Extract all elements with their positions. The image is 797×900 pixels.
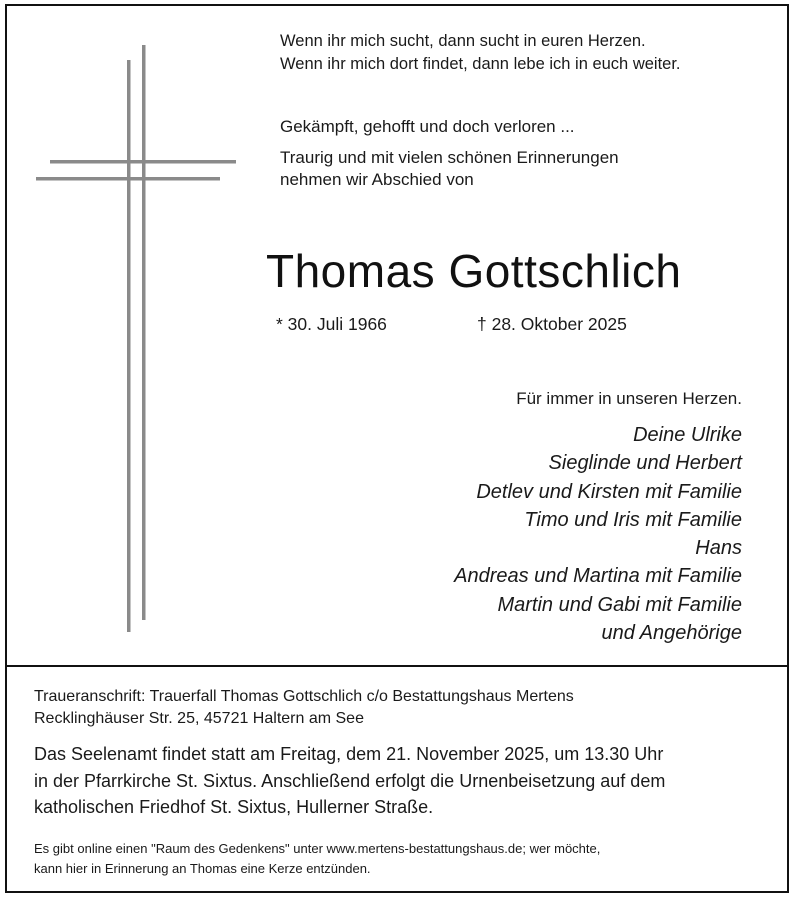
service-line: Das Seelenamt findet statt am Freitag, dem 21. November 2025, um 13.30 Uhr xyxy=(34,744,664,764)
intro-line: Traurig und mit vielen schönen Erinnerungen xyxy=(280,147,619,167)
poem-line: Wenn ihr mich sucht, dann sucht in euren Herzen. xyxy=(280,32,646,50)
online-line: Es gibt online einen "Raum des Gedenkens" unter www.mertens-bestattungshaus.de; wer möchte, xyxy=(34,841,601,856)
service-line: katholischen Friedhof St. Sixtus, Hullerner Straße. xyxy=(34,797,434,817)
divider xyxy=(5,665,789,667)
online-memorial-note xyxy=(34,839,600,879)
mourner-entry: Martin und Gabi mit Familie xyxy=(497,593,742,616)
mourner-entry: Hans xyxy=(695,537,742,560)
mourner-entry: Deine Ulrike xyxy=(633,424,742,446)
mourner-entry: Sieglinde und Herbert xyxy=(548,452,742,475)
mourner-entry: und Angehörige xyxy=(601,622,742,645)
deceased-name: Thomas Gottschlich xyxy=(266,245,682,297)
address-line: Traueranschrift: Trauerfall Thomas Gottschlich c/o Bestattungshaus Mertens xyxy=(34,688,574,705)
service-info xyxy=(34,741,665,821)
mourner-entry: Andreas und Martina mit Familie xyxy=(454,565,742,588)
intro-text xyxy=(280,116,619,192)
mourning-address xyxy=(34,686,574,730)
intro-line: nehmen wir Abschied von xyxy=(280,170,474,189)
mourner-entry: Detlev und Kirsten mit Familie xyxy=(476,480,742,503)
mourner-entry: Timo und Iris mit Familie xyxy=(524,508,742,531)
service-line: in der Pfarrkirche St. Sixtus. Anschließend erfolgt die Urnenbeisetzung auf dem xyxy=(34,770,666,791)
closing-line: Für immer in unseren Herzen. xyxy=(516,389,742,408)
address-line: Recklinghäuser Str. 25, 45721 Haltern am See xyxy=(34,710,364,727)
poem xyxy=(280,30,681,76)
poem-line: Wenn ihr mich dort findet, dann lebe ich in euch weiter. xyxy=(280,55,681,73)
intro-line: Gekämpft, gehofft und doch verloren ... xyxy=(280,117,575,136)
online-line: kann hier in Erinnerung an Thomas eine Kerze entzünden. xyxy=(34,861,371,876)
mourners-list xyxy=(454,421,742,647)
cross-icon xyxy=(30,40,250,640)
death-date: † 28. Oktober 2025 xyxy=(477,314,627,334)
birth-date: * 30. Juli 1966 xyxy=(276,314,387,334)
